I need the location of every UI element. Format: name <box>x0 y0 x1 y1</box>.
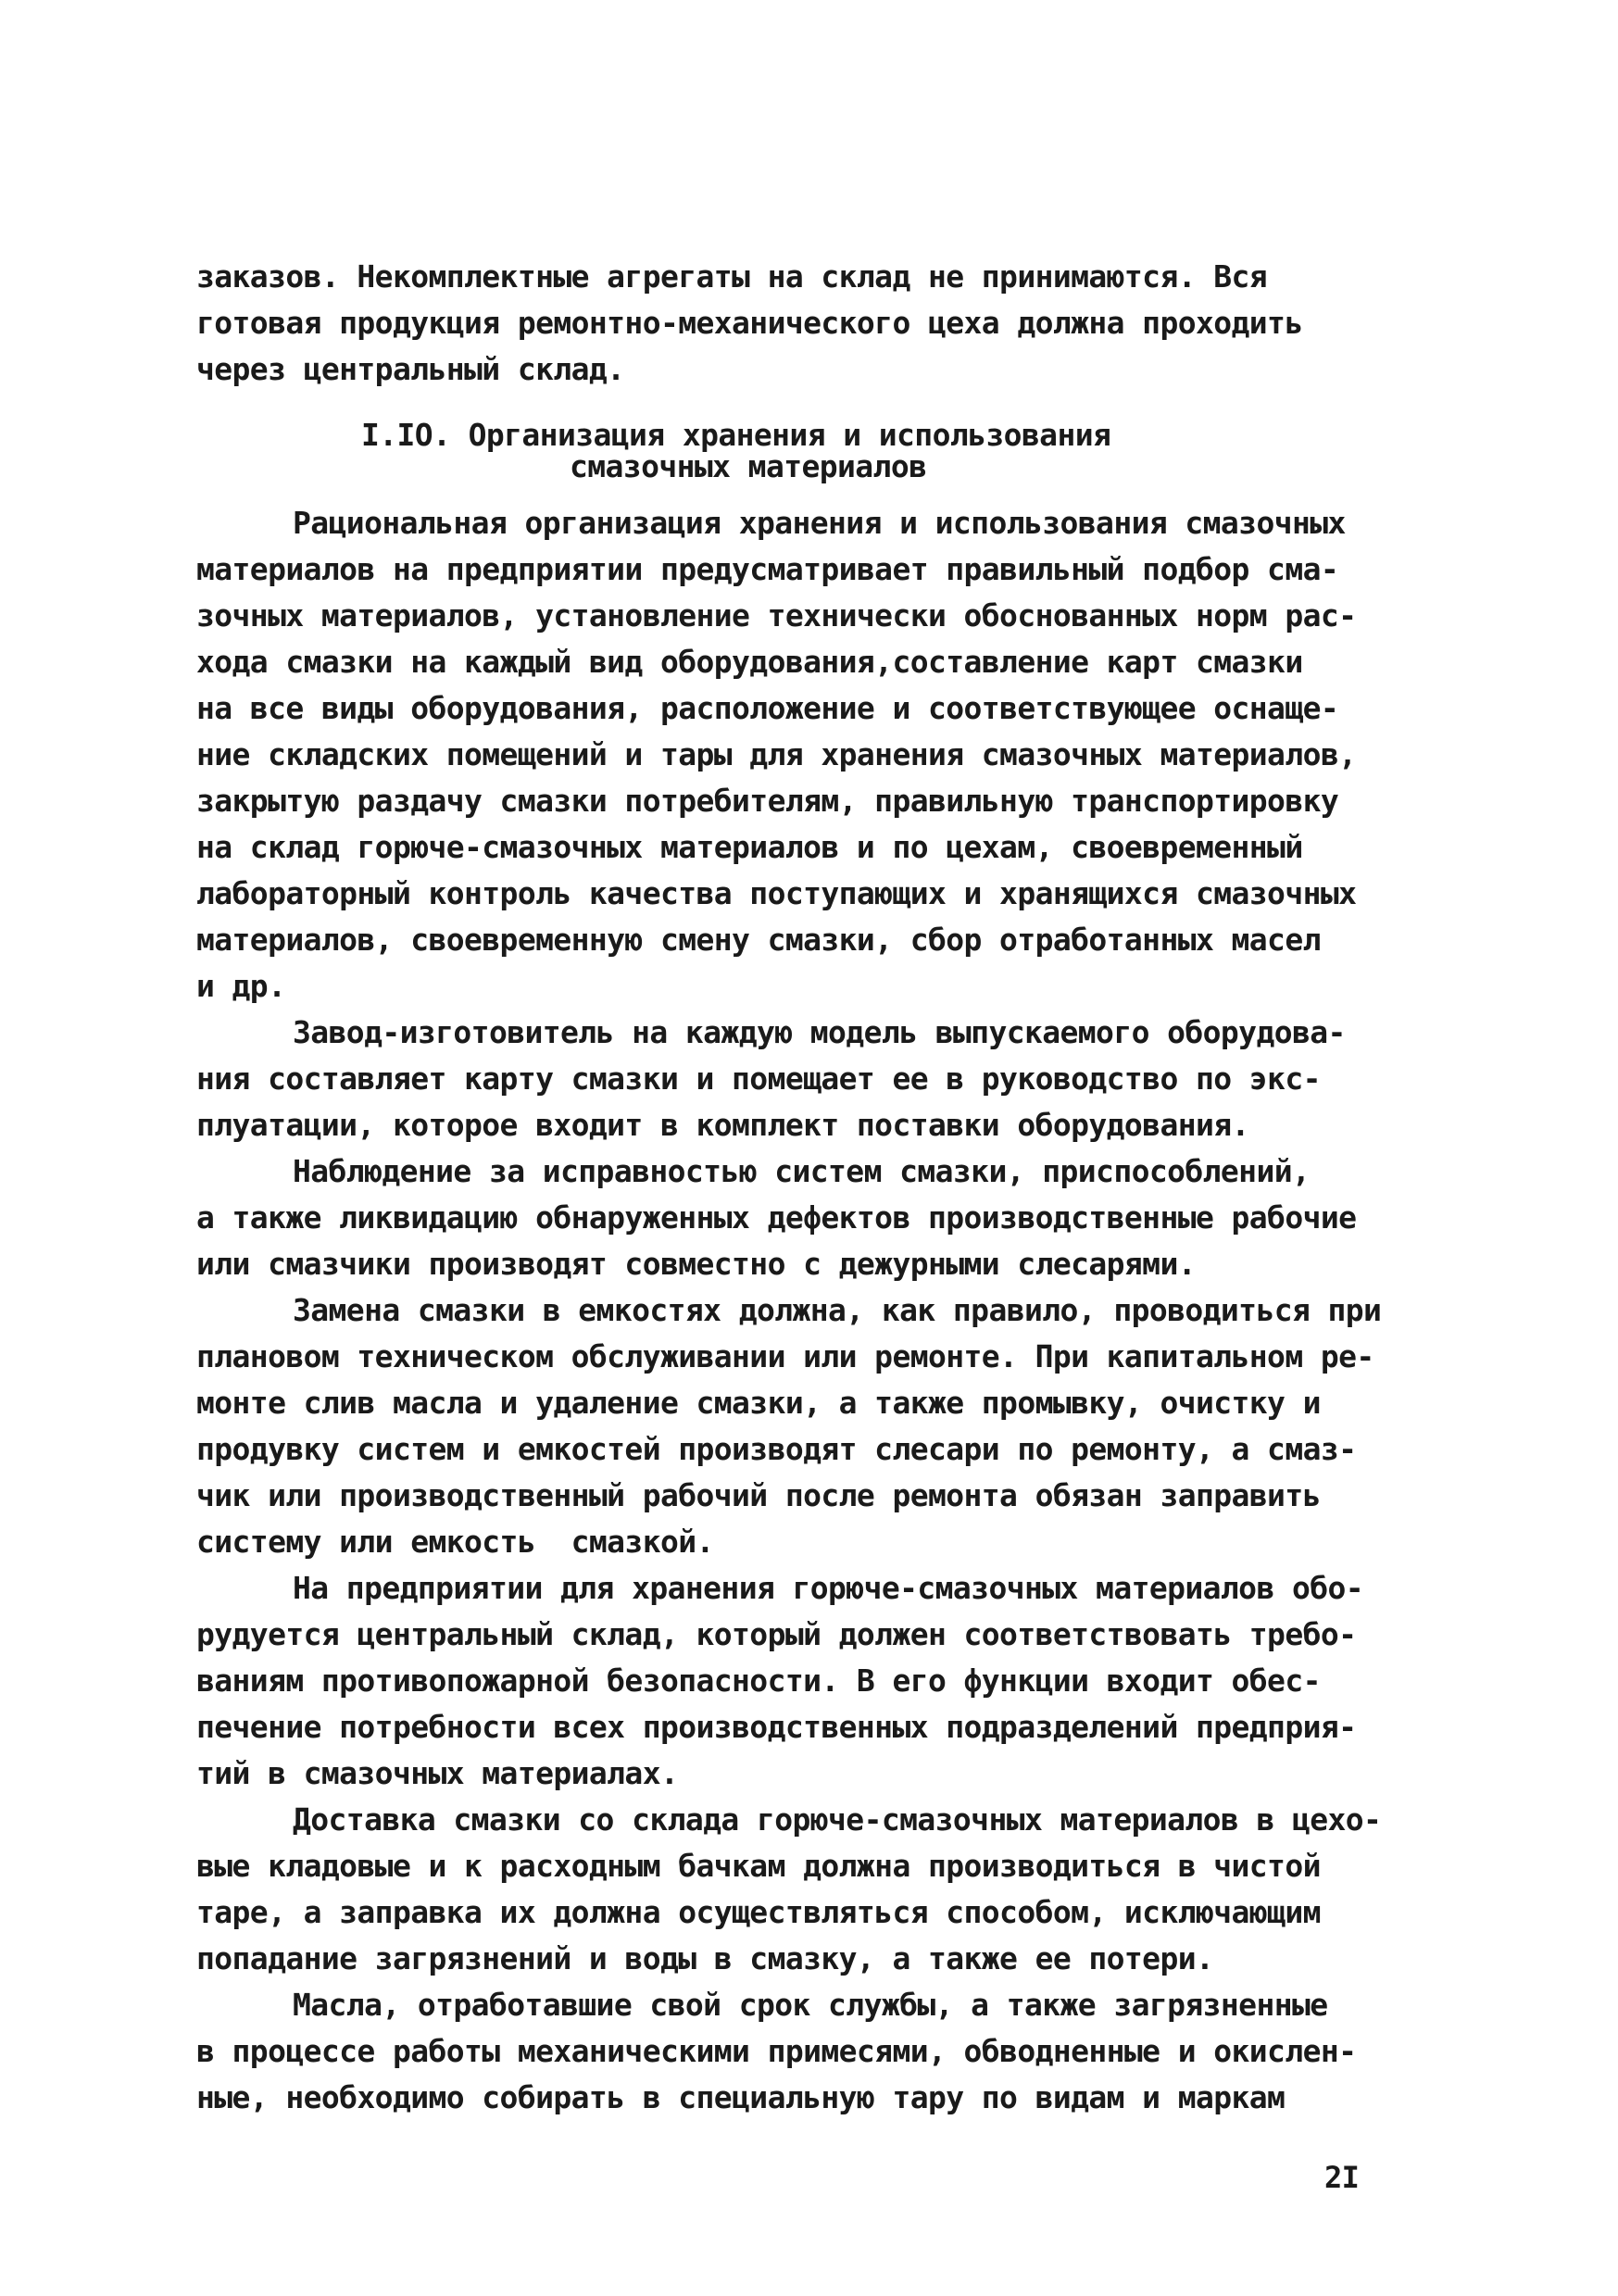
paragraph-line: печение потребности всех производственных подразделений предприя- <box>196 1709 1357 1745</box>
paragraph-line: материалов, своевременную смену смазки, сбор отработанных масел <box>196 922 1321 958</box>
paragraph-line: монте слив масла и удаление смазки, а также промывку, очистку и <box>196 1385 1321 1421</box>
paragraph-line: попадание загрязнений и воды в смазку, а также ее потери. <box>196 1940 1214 1976</box>
paragraph-line: плуатации, которое входит в комплект поставки оборудования. <box>196 1107 1249 1143</box>
paragraph-line: Наблюдение за исправностью систем смазки, приспособлений, <box>293 1153 1311 1189</box>
text-line: через центральный склад. <box>196 351 625 387</box>
paragraph-line: зочных материалов, установление технически обоснованных норм рас- <box>196 597 1357 634</box>
paragraph-line: на все виды оборудования, расположение и соответствующее оснаще- <box>196 690 1339 726</box>
paragraph-line: или смазчики производят совместно с дежурными слесарями. <box>196 1246 1196 1282</box>
section-heading: I.IO. Организация хранения и использования <box>361 417 1111 453</box>
text-line: готовая продукция ремонтно-механического цеха должна проходить <box>196 305 1303 341</box>
paragraph-line: хода смазки на каждый вид оборудования,составление карт смазки <box>196 644 1303 680</box>
paragraph-line: и др. <box>196 968 286 1004</box>
paragraph-line: Завод-изготовитель на каждую модель выпускаемого оборудова- <box>293 1014 1346 1050</box>
paragraph-line: на склад горюче-смазочных материалов и по цехам, своевременный <box>196 829 1303 865</box>
paragraph-line: в процессе работы механическими примесями, обводненные и окислен- <box>196 2033 1357 2069</box>
text-line: заказов. Некомплектные агрегаты на склад не принимаются. Вся <box>196 258 1268 295</box>
paragraph-line: рудуется центральный склад, который должен соответствовать требо- <box>196 1616 1357 1652</box>
paragraph-line: а также ликвидацию обнаруженных дефектов производственные рабочие <box>196 1199 1357 1236</box>
paragraph-line: На предприятии для хранения горюче-смазочных материалов обо- <box>293 1570 1364 1606</box>
paragraph-line: материалов на предприятии предусматривает правильный подбор сма- <box>196 551 1339 587</box>
paragraph-line: ние складских помещений и тары для хранения смазочных материалов, <box>196 736 1357 772</box>
paragraph-line: тий в смазочных материалах. <box>196 1755 679 1791</box>
section-heading-subline: смазочных материалов <box>570 448 927 484</box>
paragraph-line: ния составляет карту смазки и помещает ее в руководство по экс- <box>196 1060 1321 1097</box>
paragraph-line: Масла, отработавшие свой срок службы, а также загрязненные <box>293 1987 1328 2023</box>
paragraph-line: вые кладовые и к расходным бачкам должна производиться в чистой <box>196 1848 1321 1884</box>
paragraph-line: закрытую раздачу смазки потребителям, правильную транспортировку <box>196 783 1339 819</box>
paragraph-line: чик или производственный рабочий после ремонта обязан заправить <box>196 1477 1321 1513</box>
page-number: 2I <box>1324 2160 1360 2195</box>
paragraph-line: систему или емкость смазкой. <box>196 1524 714 1560</box>
paragraph-line: Рациональная организация хранения и использования смазочных <box>293 505 1346 541</box>
paragraph-line: продувку систем и емкостей производят слесари по ремонту, а смаз- <box>196 1431 1357 1467</box>
paragraph-line: ваниям противопожарной безопасности. В его функции входит обес- <box>196 1662 1321 1699</box>
paragraph-line: плановом техническом обслуживании или ремонте. При капитальном ре- <box>196 1338 1374 1374</box>
paragraph-line: ные, необходимо собирать в специальную тару по видам и маркам <box>196 2079 1286 2115</box>
paragraph-line: таре, а заправка их должна осуществляться способом, исключающим <box>196 1894 1321 1930</box>
paragraph-line: Доставка смазки со склада горюче-смазочных материалов в цехо- <box>293 1801 1382 1838</box>
paragraph-line: Замена смазки в емкостях должна, как правило, проводиться при <box>293 1292 1382 1328</box>
paragraph-line: лабораторный контроль качества поступающих и хранящихся смазочных <box>196 875 1357 911</box>
